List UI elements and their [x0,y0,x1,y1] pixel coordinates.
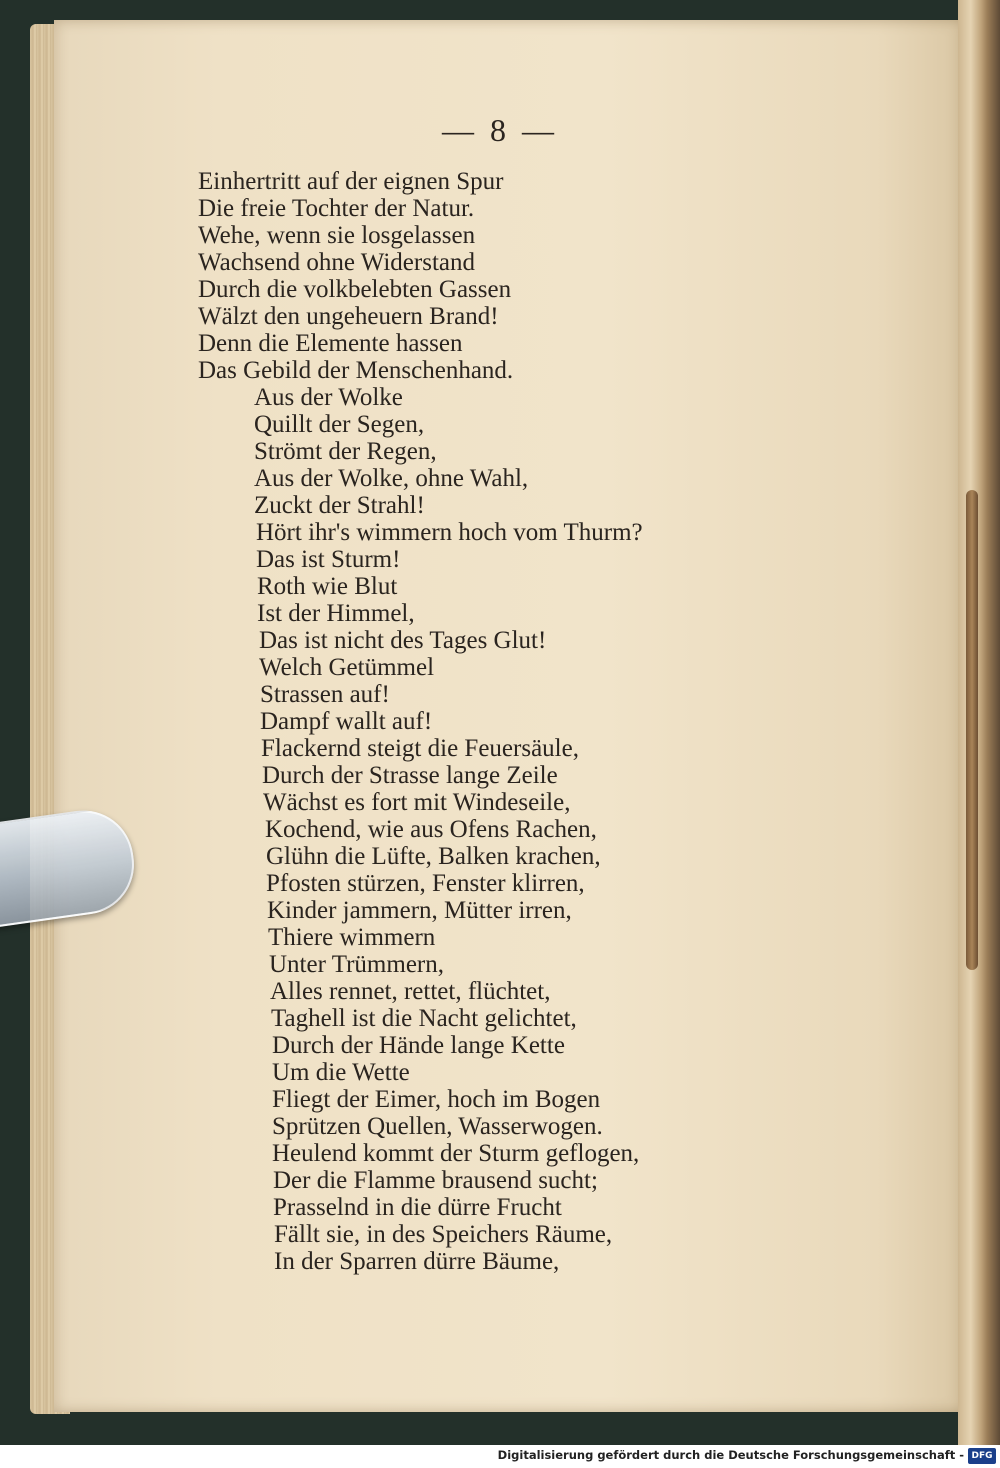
poem-line: Denn die Elemente hassen [198,330,463,357]
poem-line: Ist der Himmel, [257,600,415,627]
poem-line: Hört ihr's wimmern hoch vom Thurm? [256,519,643,546]
dfg-logo: DFG [968,1448,996,1464]
poem-line: Alles rennet, rettet, flüchtet, [270,978,551,1005]
poem-line: Das Gebild der Menschenhand. [198,357,514,384]
poem-line: Wächst es fort mit Windeseile, [263,789,571,816]
poem-line: Zuckt der Strahl! [254,492,425,519]
poem-line: Durch der Strasse lange Zeile [262,762,558,789]
poem-line: In der Sparren dürre Bäume, [274,1248,560,1275]
poem-line: Aus der Wolke [254,384,403,411]
poem-line: Prasselnd in die dürre Frucht [273,1194,562,1221]
poem-line: Aus der Wolke, ohne Wahl, [254,465,529,492]
show-through-text [600,170,860,1290]
poem-line: Einhertritt auf der eignen Spur [198,168,504,195]
poem-line: Kinder jammern, Mütter irren, [267,897,572,924]
poem-line: Das ist nicht des Tages Glut! [259,627,547,654]
poem-line: Strömt der Regen, [254,438,437,465]
poem-line: Taghell ist die Nacht gelichtet, [271,1005,577,1032]
poem-line: Quillt der Segen, [254,411,425,438]
poem-line: Kochend, wie aus Ofens Rachen, [265,816,597,843]
poem-line: Unter Trümmern, [269,951,444,978]
poem-line: Fällt sie, in des Speichers Räume, [274,1221,613,1248]
footer-bar [0,1445,1000,1468]
poem-line: Strassen auf! [260,681,390,708]
poem-line: Heulend kommt der Sturm geflogen, [272,1140,640,1167]
poem-line: Dampf wallt auf! [260,708,433,735]
poem-line: Glühn die Lüfte, Balken krachen, [266,843,601,870]
binding-thread [966,490,978,970]
poem-line: Der die Flamme brausend sucht; [273,1167,598,1194]
poem-line: Das ist Sturm! [256,546,401,573]
poem-line: Die freie Tochter der Natur. [198,195,475,222]
poem-line: Wälzt den ungeheuern Brand! [198,303,499,330]
poem-line: Sprützen Quellen, Wasserwogen. [272,1113,603,1140]
poem-line: Roth wie Blut [257,573,398,600]
poem-line: Wachsend ohne Widerstand [198,249,475,276]
poem-line: Durch die volkbelebten Gassen [198,276,512,303]
poem-line: Wehe, wenn sie losgelassen [198,222,476,249]
book-spine [958,0,1000,1445]
poem-line: Fliegt der Eimer, hoch im Bogen [272,1086,601,1113]
page-number: — 8 — [442,112,558,148]
poem-line: Welch Getümmel [259,654,435,681]
dfg-credit: Digitalisierung gefördert durch die Deutsche Forschungsgemeinschaft - [497,1448,964,1462]
poem-line: Um die Wette [272,1059,410,1086]
poem-line: Pfosten stürzen, Fenster klirren, [266,870,585,897]
poem-line: Durch der Hände lange Kette [272,1032,565,1059]
poem-line: Flackernd steigt die Feuersäule, [261,735,579,762]
poem-line: Thiere wimmern [268,924,436,951]
